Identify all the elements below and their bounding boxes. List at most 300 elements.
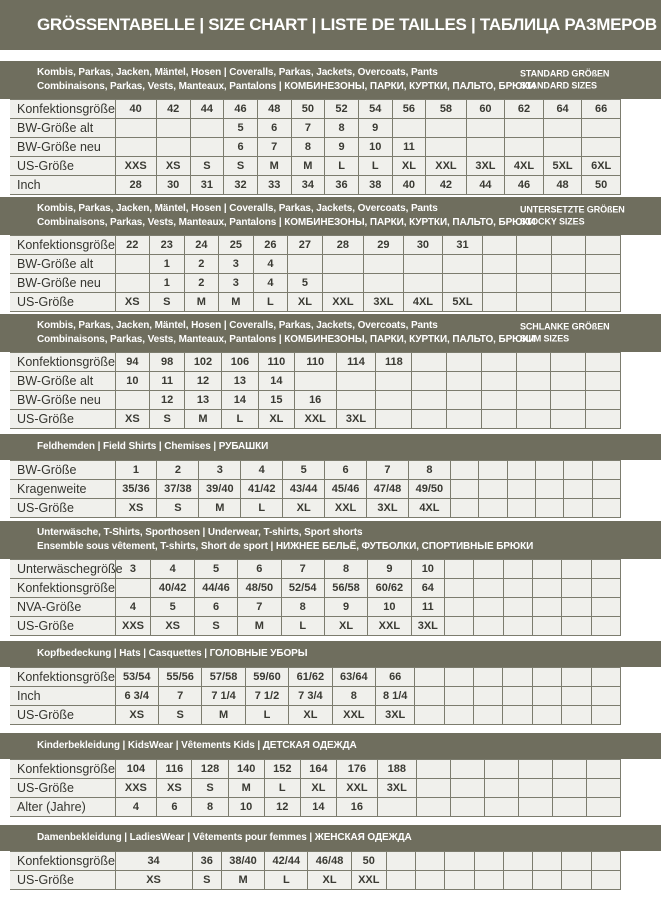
size-cell [482, 236, 517, 255]
size-cell [447, 391, 482, 410]
size-cell: 44/46 [194, 579, 237, 598]
size-cell [592, 461, 620, 480]
size-cell [377, 798, 416, 817]
size-cell [415, 706, 444, 725]
size-cell: 52/54 [281, 579, 324, 598]
size-section-3 [0, 314, 661, 429]
row-label: Konfektionsgröße [10, 852, 115, 871]
size-cell: 66 [582, 100, 621, 119]
size-cell: 40/42 [151, 579, 194, 598]
size-cell [386, 871, 415, 890]
size-cell [474, 871, 503, 890]
size-cell [447, 372, 482, 391]
size-cell: 3XL [367, 499, 409, 518]
size-cell [551, 274, 586, 293]
size-cell [482, 274, 517, 293]
section-banner-line: Unterwäsche, T-Shirts, Sporthosen | Underwear, T-shirts, Sport shorts [37, 527, 363, 538]
size-cell [543, 138, 582, 157]
size-cell: 3XL [411, 617, 445, 636]
section-banner-line: Combinaisons, Parkas, Vests, Manteaux, Pantalons | КОМБИНЕЗОНЫ, ПАРКИ, КУРТКИ, ПАЛЬТО, БРЮКИ [37, 334, 536, 345]
table-row [10, 560, 621, 579]
table-row [10, 293, 621, 312]
size-cell: 64 [411, 579, 445, 598]
size-cell [586, 372, 621, 391]
size-cell: XXL [332, 706, 375, 725]
size-cell [450, 499, 478, 518]
section-banner [0, 434, 661, 460]
section-banner-line: Kinderbekleidung | KidsWear | Vêtements Kids | ДЕТСКАЯ ОДЕЖДА [37, 740, 357, 751]
size-cell: S [150, 410, 185, 429]
size-cell [443, 255, 483, 274]
size-cell: 44 [466, 176, 505, 195]
section-banner-line: Combinaisons, Parkas, Vests, Manteaux, Pantalons | КОМБИНЕЗОНЫ, ПАРКИ, КУРТКИ, ПАЛЬТО, БРЮКИ [37, 81, 536, 92]
size-cell [376, 391, 412, 410]
size-cell: 45/46 [325, 480, 367, 499]
size-cell [592, 480, 620, 499]
size-cell: 152 [264, 760, 300, 779]
size-cell [507, 499, 535, 518]
size-cell [474, 617, 503, 636]
size-cell: 3XL [377, 779, 416, 798]
size-cell [586, 410, 621, 429]
size-cell: 11 [411, 598, 445, 617]
size-cell: 36 [325, 176, 359, 195]
size-cell: 14 [258, 372, 294, 391]
size-cell [564, 480, 592, 499]
size-cell: M [257, 157, 291, 176]
size-cell [474, 668, 503, 687]
size-cell: M [228, 779, 264, 798]
size-cell [482, 293, 517, 312]
size-table [10, 559, 621, 636]
size-cell: 118 [376, 353, 412, 372]
size-cell [535, 461, 563, 480]
size-cell: 14 [221, 391, 258, 410]
size-cell: 34 [115, 852, 192, 871]
size-cell: M [238, 617, 281, 636]
size-cell: 11 [150, 372, 185, 391]
size-cell: 39/40 [199, 480, 241, 499]
size-cell [479, 480, 507, 499]
size-cell [551, 353, 586, 372]
size-cell [586, 274, 621, 293]
size-cell: 7 [158, 687, 201, 706]
section-banner-line: Kombis, Parkas, Jacken, Mäntel, Hosen | Coveralls, Parkas, Jackets, Overcoats, Pants [37, 320, 438, 331]
size-cell: 16 [336, 798, 377, 817]
size-cell: 9 [368, 560, 411, 579]
size-cell: XL [392, 157, 426, 176]
table-row [10, 236, 621, 255]
size-cell [532, 687, 561, 706]
size-cell: XXL [426, 157, 466, 176]
size-cell: 31 [190, 176, 224, 195]
size-cell [532, 706, 561, 725]
size-cell: XL [288, 293, 323, 312]
size-cell: XXS [115, 617, 151, 636]
size-cell [533, 598, 562, 617]
size-cell: 106 [221, 353, 258, 372]
size-cell [591, 579, 620, 598]
size-cell [336, 372, 376, 391]
size-cell [592, 499, 620, 518]
row-label: BW-Größe [10, 461, 115, 480]
table-row [10, 687, 621, 706]
size-cell: 42 [426, 176, 466, 195]
size-cell [517, 293, 552, 312]
size-cell: S [194, 617, 237, 636]
row-label: BW-Größe alt [10, 119, 115, 138]
size-cell [533, 871, 562, 890]
size-cell: 176 [336, 760, 377, 779]
size-cell: 7 [281, 560, 324, 579]
size-cell: 8 [291, 138, 325, 157]
size-cell: 10 [368, 598, 411, 617]
size-cell: L [253, 293, 288, 312]
size-cell: 40 [392, 176, 426, 195]
size-cell: L [221, 410, 258, 429]
size-cell [552, 779, 586, 798]
size-cell: S [157, 499, 199, 518]
size-cell [481, 391, 516, 410]
size-cell [518, 760, 552, 779]
size-cell: 7 [238, 598, 281, 617]
size-cell: 5 [288, 274, 323, 293]
size-cell: 30 [403, 236, 443, 255]
size-cell [562, 852, 591, 871]
size-cell [503, 598, 532, 617]
size-cell [586, 236, 621, 255]
size-cell: 8 [325, 119, 359, 138]
row-label: US-Größe [10, 779, 115, 798]
table-row [10, 391, 621, 410]
size-cell: L [245, 706, 288, 725]
size-cell: 128 [192, 760, 228, 779]
size-cell [444, 687, 473, 706]
size-cell [156, 119, 190, 138]
size-section-8 [0, 825, 661, 890]
size-cell [447, 353, 482, 372]
size-cell: XS [115, 706, 158, 725]
size-cell [586, 353, 621, 372]
size-cell: 5 [194, 560, 237, 579]
size-cell [586, 760, 620, 779]
size-cell [551, 293, 586, 312]
size-cell: 9 [325, 138, 359, 157]
size-cell [474, 560, 503, 579]
size-cell: 42/44 [265, 852, 308, 871]
size-cell [416, 798, 450, 817]
section-banner-line: Combinaisons, Parkas, Vests, Manteaux, Pantalons | КОМБИНЕЗОНЫ, ПАРКИ, КУРТКИ, ПАЛЬТО, БРЮКИ [37, 217, 536, 228]
size-cell [412, 353, 447, 372]
size-cell [533, 579, 562, 598]
row-label: Alter (Jahre) [10, 798, 115, 817]
size-cell [474, 579, 503, 598]
size-cell: 53/54 [115, 668, 158, 687]
size-cell [586, 293, 621, 312]
size-cell [591, 871, 620, 890]
table-row [10, 798, 621, 817]
size-cell: S [224, 157, 258, 176]
size-cell [426, 138, 466, 157]
size-section-2 [0, 197, 661, 312]
size-cell: 40 [115, 100, 156, 119]
size-cell: 7 3/4 [289, 687, 332, 706]
size-cell: 38 [358, 176, 392, 195]
size-cell: 44 [190, 100, 224, 119]
size-cell: S [192, 871, 221, 890]
size-cell: 12 [185, 372, 222, 391]
row-label: Konfektionsgröße [10, 760, 115, 779]
size-cell: 3 [219, 274, 254, 293]
size-cell [564, 461, 592, 480]
size-cell: 7 [367, 461, 409, 480]
table-row [10, 176, 621, 195]
size-cell: 66 [376, 668, 415, 687]
size-cell: 60/62 [368, 579, 411, 598]
size-cell: 8 [408, 461, 450, 480]
section-banner [0, 641, 661, 667]
size-cell [445, 871, 474, 890]
section-banner-line: Damenbekleidung | LadiesWear | Vêtements pour femmes | ЖЕНСКАЯ ОДЕЖДА [37, 832, 412, 843]
size-cell: M [184, 293, 219, 312]
size-cell: XS [156, 157, 190, 176]
size-cell [484, 760, 518, 779]
size-cell: 1 [150, 255, 185, 274]
size-cell: 164 [300, 760, 336, 779]
size-section-1 [0, 61, 661, 195]
size-cell: S [150, 293, 185, 312]
size-cell [376, 410, 412, 429]
size-cell: 140 [228, 760, 264, 779]
size-cell: 6 [194, 598, 237, 617]
table-row [10, 871, 621, 890]
size-cell [507, 480, 535, 499]
size-cell [551, 236, 586, 255]
size-cell [115, 391, 150, 410]
size-cell [156, 138, 190, 157]
size-cell: 5XL [543, 157, 582, 176]
size-cell: 4 [151, 560, 194, 579]
size-cell: 7 [257, 138, 291, 157]
size-cell: XXL [322, 293, 363, 312]
size-cell [392, 119, 426, 138]
size-cell: 46 [224, 100, 258, 119]
size-cell [562, 617, 591, 636]
size-cell [426, 119, 466, 138]
size-cell: 61/62 [289, 668, 332, 687]
size-cell [552, 760, 586, 779]
size-cell: 3 [219, 255, 254, 274]
size-cell: 26 [253, 236, 288, 255]
row-label: Kragenweite [10, 480, 115, 499]
size-cell [505, 138, 544, 157]
size-cell [535, 499, 563, 518]
table-row [10, 157, 621, 176]
size-cell [551, 255, 586, 274]
size-cell [294, 372, 336, 391]
size-cell [503, 852, 532, 871]
size-table [10, 759, 621, 817]
size-cell [503, 706, 532, 725]
size-cell [336, 391, 376, 410]
size-cell [416, 760, 450, 779]
size-cell [551, 391, 586, 410]
size-cell: L [264, 779, 300, 798]
size-cell [450, 760, 484, 779]
size-cell [403, 255, 443, 274]
size-cell: 48 [543, 176, 582, 195]
size-cell [516, 372, 551, 391]
table-row [10, 461, 621, 480]
table-row [10, 138, 621, 157]
size-type-label-line: STANDARD GRÖßEN [520, 68, 610, 79]
size-cell: XXL [368, 617, 411, 636]
size-cell [516, 391, 551, 410]
size-cell [364, 274, 404, 293]
size-cell: 46 [505, 176, 544, 195]
size-cell: 5 [283, 461, 325, 480]
row-label: Konfektionsgröße [10, 353, 115, 372]
size-cell: 37/38 [157, 480, 199, 499]
size-cell: XL [283, 499, 325, 518]
size-cell: 8 [332, 687, 375, 706]
size-cell: 41/42 [241, 480, 283, 499]
size-cell: XL [300, 779, 336, 798]
row-label: US-Größe [10, 157, 115, 176]
size-type-label-line: STOCKY SIZES [520, 216, 585, 226]
size-cell [466, 119, 505, 138]
size-cell: 10 [228, 798, 264, 817]
size-cell [562, 560, 591, 579]
size-cell: 15 [258, 391, 294, 410]
table-row [10, 480, 621, 499]
table-row [10, 779, 621, 798]
size-cell: XXL [336, 779, 377, 798]
size-cell [450, 779, 484, 798]
section-banner [0, 314, 661, 352]
size-cell [474, 706, 503, 725]
size-cell [586, 779, 620, 798]
size-type-label-line: UNTERSETZTE GRÖßEN [520, 204, 625, 215]
size-cell [562, 668, 591, 687]
size-cell: 63/64 [332, 668, 375, 687]
size-cell: 6 [325, 461, 367, 480]
size-section-5 [0, 521, 661, 636]
size-cell [507, 461, 535, 480]
size-cell: 4XL [505, 157, 544, 176]
size-cell: 4 [115, 598, 151, 617]
row-label: US-Größe [10, 706, 115, 725]
size-section-7 [0, 733, 661, 817]
size-cell: 6 [157, 798, 192, 817]
size-cell [364, 255, 404, 274]
size-cell: 59/60 [245, 668, 288, 687]
size-cell: 6XL [582, 157, 621, 176]
size-cell: 56 [392, 100, 426, 119]
size-cell [115, 274, 150, 293]
size-cell [535, 480, 563, 499]
size-cell: 94 [115, 353, 150, 372]
size-cell: 50 [582, 176, 621, 195]
size-table [10, 667, 621, 725]
size-cell [412, 391, 447, 410]
size-type-label [520, 69, 609, 92]
size-cell [479, 461, 507, 480]
size-cell: 110 [258, 353, 294, 372]
size-cell: 3XL [466, 157, 505, 176]
size-cell [322, 255, 363, 274]
size-cell [484, 779, 518, 798]
size-cell [190, 138, 224, 157]
section-banner [0, 733, 661, 759]
size-cell: 98 [150, 353, 185, 372]
size-cell: 13 [221, 372, 258, 391]
size-cell [591, 852, 620, 871]
size-type-label-line: STANDARD SIZES [520, 80, 597, 90]
size-cell: 29 [364, 236, 404, 255]
section-banner-line: Feldhemden | Field Shirts | Chemises | РУБАШКИ [37, 441, 269, 452]
size-cell [586, 391, 621, 410]
size-cell [564, 499, 592, 518]
size-cell: 114 [336, 353, 376, 372]
section-banner [0, 61, 661, 99]
size-cell: L [281, 617, 324, 636]
size-cell: 6 [238, 560, 281, 579]
size-cell [582, 138, 621, 157]
size-cell: 50 [291, 100, 325, 119]
size-cell: 6 3/4 [115, 687, 158, 706]
size-cell: 3 [199, 461, 241, 480]
size-cell [466, 138, 505, 157]
size-cell: 13 [185, 391, 222, 410]
table-row [10, 119, 621, 138]
size-cell: 57/58 [202, 668, 245, 687]
table-row [10, 410, 621, 429]
size-cell: 116 [157, 760, 192, 779]
size-table [10, 99, 621, 195]
size-cell [412, 372, 447, 391]
size-cell: 8 [324, 560, 367, 579]
size-cell: 3XL [336, 410, 376, 429]
size-cell: 23 [150, 236, 185, 255]
size-cell: 8 [281, 598, 324, 617]
size-cell [503, 668, 532, 687]
size-cell: XS [115, 871, 192, 890]
size-cell [591, 617, 620, 636]
size-cell: XXS [115, 779, 157, 798]
size-cell: 2 [184, 274, 219, 293]
row-label: Unterwäschegröße [10, 560, 115, 579]
section-banner-line: Kopfbedeckung | Hats | Casquettes | ГОЛОВНЫЕ УБОРЫ [37, 648, 308, 659]
size-cell: XL [308, 871, 351, 890]
size-cell [416, 852, 445, 871]
size-cell: 35/36 [115, 480, 157, 499]
size-cell [444, 706, 473, 725]
row-label: BW-Größe alt [10, 372, 115, 391]
table-row [10, 579, 621, 598]
size-cell [517, 255, 552, 274]
size-cell: XL [324, 617, 367, 636]
size-cell: XXL [294, 410, 336, 429]
size-cell: 104 [115, 760, 157, 779]
size-cell: 46/48 [308, 852, 351, 871]
size-cell: S [158, 706, 201, 725]
size-type-label [520, 205, 625, 228]
table-row [10, 255, 621, 274]
size-cell [518, 779, 552, 798]
size-cell [552, 798, 586, 817]
size-cell [516, 353, 551, 372]
